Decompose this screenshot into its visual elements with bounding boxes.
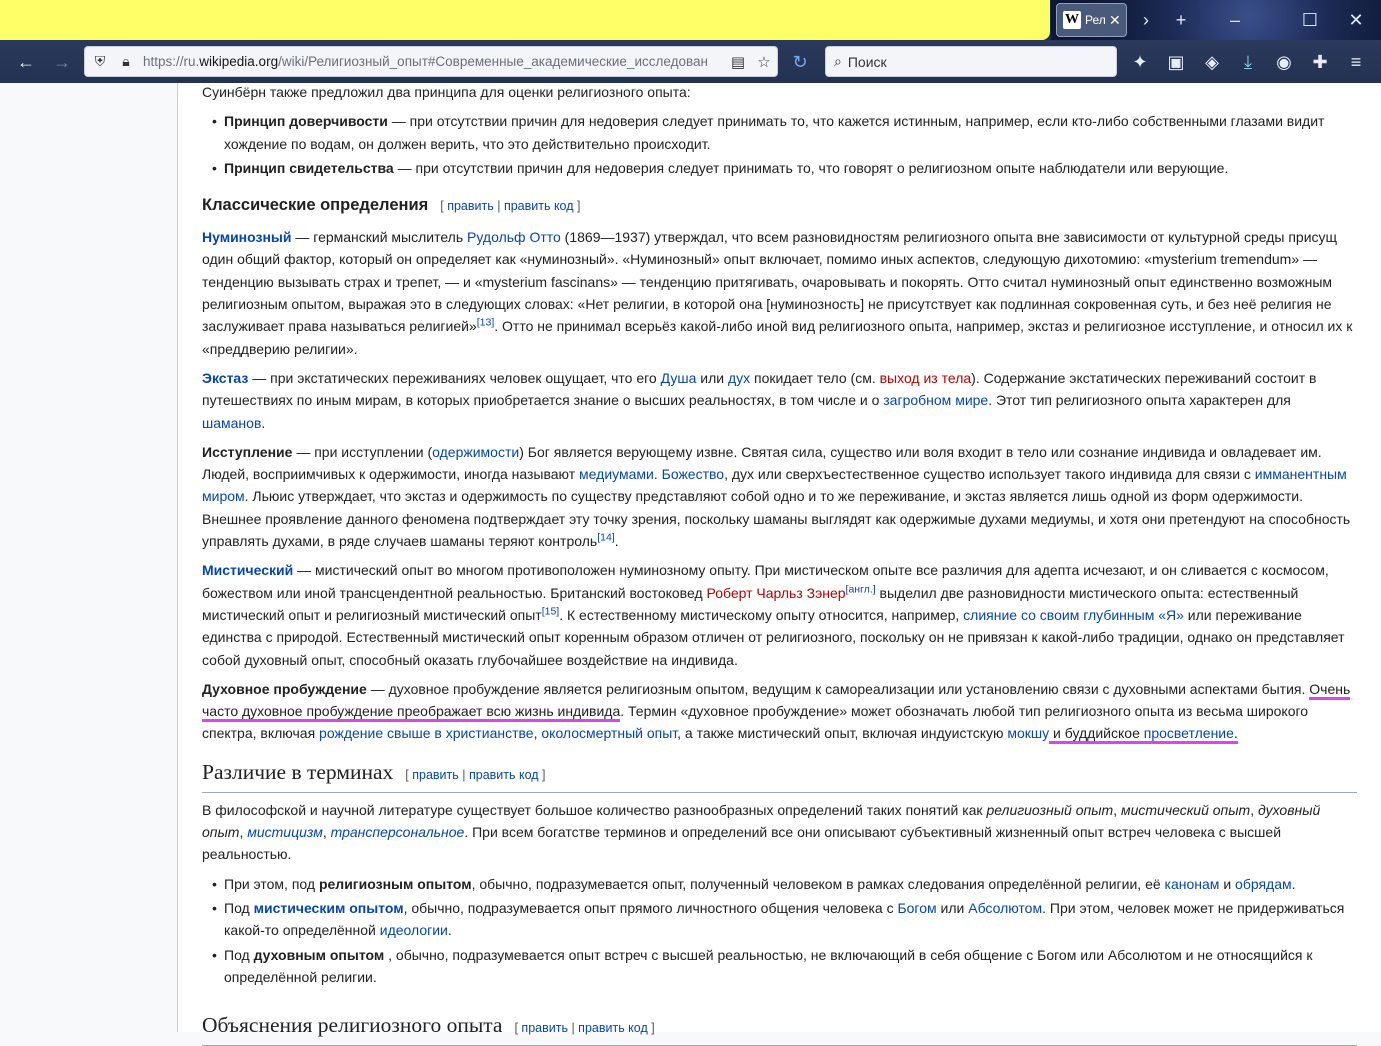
paragraph-terms: В философской и научной литературе существует большое количество разнообразных определений таких понятий как религиозный опыт, мистический опыт, духовный опыт, мистицизм, трансперсональное. При всем богатстве терминов и определений все они описывают субъективный жизненный опыт встреч человека с высшей реальностью. (202, 801, 1321, 863)
edit-link[interactable]: править (521, 1021, 568, 1036)
link-rites[interactable]: обрядам (1235, 875, 1292, 892)
browser-titlebar (0, 0, 1381, 40)
link-ecstasy[interactable]: Экстаз (202, 369, 249, 386)
edit-code-link[interactable]: править код (503, 199, 574, 214)
reload-icon[interactable]: ↻ (792, 51, 808, 72)
ref-13[interactable]: [13] (476, 316, 495, 329)
link-zaehner[interactable]: Роберт Чарльз Зэнер (706, 584, 846, 601)
highlighted-sentence: Очень часто духовное пробуждение преображает всю жизнь индивида (202, 681, 1350, 722)
search-placeholder: Поиск (847, 53, 887, 70)
paragraph-frenzy: Исступление — при исступлении (одержимости) Бог является верующему извне. Святая сила, существо или воля входит в тело или сознание индивида и овладевает им. Людей, восприимчивых к одержимости, иногда называют медиумами. Божество, дух или сверхъестественное существо использует такого индивида для связи с имманентным миром. Льюис утверждает, что экстаз и одержимость по существу представляют собой одно и то же переживание, и экстаз является лишь одной из форм одержимости. Внешнее проявление данного феномена подтверждает эту точку зрения, поскольку шаманы выглядят как одержимые духами медиумы, и хотя они претендуют на способность управлять духами, в ряде случаев шаманы теряют контроль[14]. (202, 443, 1351, 550)
heading-explanations: Объяснения религиозного опыта [ править | править код ] (202, 1010, 1357, 1046)
address-bar[interactable] (84, 46, 778, 77)
pocket-icon[interactable]: ◈ (1205, 51, 1219, 72)
edit-section: [ править | править код ] (405, 767, 546, 782)
link-out-of-body[interactable]: выход из тела (879, 369, 972, 386)
list-item: • Под мистическим опытом, обычно, подразумевается опыт прямого личностного общения человека с Богом или Абсолютом. При этом, человек может не придерживаться какой-то определённой идеологии. (202, 897, 1357, 942)
article-content (178, 83, 1381, 1038)
ref-english[interactable]: [англ.] (845, 582, 876, 595)
link-soul[interactable]: Душа (660, 369, 697, 386)
link-transpersonal[interactable]: трансперсональное (330, 824, 465, 841)
link-mystical-experience[interactable]: мистическим опытом (253, 899, 404, 916)
edit-section: [ править | править код ] (514, 1021, 655, 1036)
paragraph-numinous: Нуминозный — германский мыслитель Рудольф Отто (1869—1937) утверждал, что всем разновидностям религиозного опыта вне зависимости от культурной среды присущ один общий фактор, который он определяет как «нуминозный». «Нуминозный» опыт включает, помимо иных аспектов, следующую дихотомию: «mysterium tremendum» — тенденцию вызывать страх и трепет, — и «mysterium fascinans» — тенденцию притягивать, очаровывать и покорять. Отто считал нуминозный опыт единственно возможным религиозным опытом, выражая это в следующих словах: «Нет религии, в которой она [нуминозность] не присутствует как подлинная сокровенная суть, и без неё религия не заслуживает права называться религией»[13]. Отто не принимал всерьёз какой-либо иной вид религиозного опыта, например, экстаз и религиозное исступление, и относил их к «преддверию религии». (202, 229, 1353, 357)
tab-close-icon[interactable]: ✕ (1109, 11, 1121, 28)
edit-link[interactable]: править (447, 199, 494, 214)
link-mediums[interactable]: медиумами (579, 466, 654, 483)
list-item: • При этом, под религиозным опытом, обычно, подразумевается опыт, полученный человеком в рамках следования определённой религии, её канонам и обрядам. (202, 873, 1357, 895)
paragraph-swinburne: Суинбёрн также предложил два принципа для оценки религиозного опыта: (202, 84, 691, 100)
paragraph-ecstasy: Экстаз — при экстатических переживаниях человек ощущает, что его Душа или дух покидает тело (см. выход из тела). Содержание экстатических переживаний состоит в путешествиях по иным мирам, в которых приобретается знание о высших реальностях, в том числе и о загробном мире. Этот тип религиозного опыта характерен для шаманов. (202, 369, 1317, 431)
link-deity[interactable]: Божество (661, 466, 725, 483)
forward-arrow-icon[interactable]: → (53, 51, 71, 72)
link-shamans[interactable]: шаманов (202, 414, 262, 431)
ref-15[interactable]: [15] (541, 605, 560, 618)
tab-list-chevron-icon[interactable]: › (1143, 9, 1149, 30)
link-absolute[interactable]: Абсолютом (968, 899, 1043, 916)
link-canons[interactable]: канонам (1164, 875, 1220, 892)
downloads-icon[interactable]: ⤓ (1244, 51, 1252, 72)
tab-title: Рел (1085, 13, 1106, 27)
link-merge-self[interactable]: слияние со своим глубинным «Я» (963, 606, 1184, 623)
back-arrow-icon[interactable]: ← (17, 51, 35, 72)
link-enlightenment[interactable]: просветление (1143, 725, 1234, 742)
wikipedia-favicon-icon: W (1065, 12, 1079, 27)
bookmark-star-icon[interactable]: ☆ (757, 53, 771, 71)
link-numinous[interactable]: Нуминозный (202, 229, 292, 246)
ref-14[interactable]: [14] (597, 531, 615, 544)
paragraph-mystic: Мистический — мистический опыт во многом противоположен нуминозному опыту. При мистическом опыте все различия для адепта исчезают, и он сливается с космосом, божеством или иной трансцендентной реальностью. Британский востоковед Роберт Чарльз Зэнер[англ.] выделил две разновидности мистического опыта: естественный мистический опыт и религиозный мистический опыт[15]. К естественному мистическому опыту относится, например, слияние со своим глубинным «Я» или переживание единства с природой. Естественный мистический опыт коренным образом отличен от религиозного, поскольку он не привязан к какой-либо традиции, однако он представляет собой духовный опыт, способный оказать глубочайшее воздействие на индивида. (202, 562, 1345, 668)
list-item: • Под духовным опытом , обычно, подразумевается опыт встреч с высшей реальностью, не включающий в себя общение с Богом или Абсолютом и не относящийся к определённой религии. (202, 944, 1357, 989)
link-immanent-world[interactable]: имманентным миром (202, 466, 1347, 505)
url-text[interactable]: https://ru.wikipedia.org/wiki/Религиозный_опыт#Современные_академические_исследован (143, 54, 708, 69)
link-near-death[interactable]: околосмертный опыт (541, 725, 678, 742)
link-mystic[interactable]: Мистический (202, 562, 294, 579)
edit-code-link[interactable]: править код (578, 1021, 648, 1036)
paragraph-awakening: Духовное пробуждение — духовное пробуждение является религиозным опытом, ведущим к самореализации или установлению связи с духовными аспектами бытия. Очень часто духовное пробуждение преображает всю жизнь индивида. Термин «духовное пробуждение» может обозначать любой тип религиозного опыта из весьма широкого спектра, включая рождение свыше в христианстве, околосмертный опыт, а также мистический опыт, включая индуистскую мокшу и буддийское просветление. (202, 678, 1357, 745)
edit-section: [ править | править код ] (440, 199, 581, 214)
edit-code-link[interactable]: править код (468, 767, 539, 782)
wiki-sidebar (0, 83, 178, 1032)
active-tab[interactable] (1056, 3, 1127, 37)
search-input[interactable] (825, 46, 1117, 77)
principles-list (202, 110, 1357, 179)
reader-view-icon[interactable]: ▣ (1167, 51, 1185, 72)
link-afterlife[interactable]: загробном мире (883, 392, 989, 409)
link-moksha[interactable]: мокшу (1007, 725, 1050, 742)
link-spirit[interactable]: дух (728, 369, 751, 386)
lock-icon[interactable]: 🔒︎ (122, 53, 130, 69)
account-avatar-icon[interactable]: ◉ (1276, 51, 1292, 72)
shield-icon[interactable]: ⛨ (94, 53, 106, 69)
link-possession[interactable]: одержимости (432, 443, 520, 460)
close-window-button[interactable]: ✕ (1348, 9, 1364, 30)
terms-list (202, 873, 1357, 988)
minimize-button[interactable]: – (1229, 9, 1240, 30)
new-tab-button[interactable]: + (1175, 9, 1187, 30)
list-item: • Принцип доверчивости — при отсутствии причин для недоверия следует принимать то, что кажется истинным, например, если кто-либо собственными глазами видит хождение по водам, он должен верить, что это действительно происходит. (202, 110, 1357, 155)
link-mysticism[interactable]: мистицизм (247, 824, 323, 841)
link-god[interactable]: Богом (897, 899, 937, 916)
heading-terms-difference: Различие в терминах [ править | править код ] (202, 757, 1357, 793)
link-rebirth[interactable]: рождение свыше в христианстве (319, 725, 534, 742)
redacted-tab-strip (0, 0, 1050, 40)
menu-hamburger-icon[interactable]: ≡ (1350, 51, 1362, 72)
search-icon: ⌕ (834, 53, 842, 69)
maximize-button[interactable]: ☐ (1301, 9, 1319, 30)
link-rudolf-otto[interactable]: Рудольф Отто (467, 229, 561, 246)
extensions-puzzle-icon[interactable]: ✚ (1312, 51, 1328, 72)
extension-icon[interactable]: ✦ (1132, 51, 1148, 72)
edit-link[interactable]: править (412, 767, 459, 782)
list-item: • Принцип свидетельства — при отсутствии причин для недоверия следует принимать то, что говорят о религиозном опыте наблюдатели или верующие. (202, 157, 1357, 179)
heading-classic-definitions: Классические определения [ править | править код ] (202, 196, 581, 215)
link-ideology[interactable]: идеологии (379, 922, 448, 939)
reader-mode-icon[interactable]: ▤ (730, 53, 746, 71)
